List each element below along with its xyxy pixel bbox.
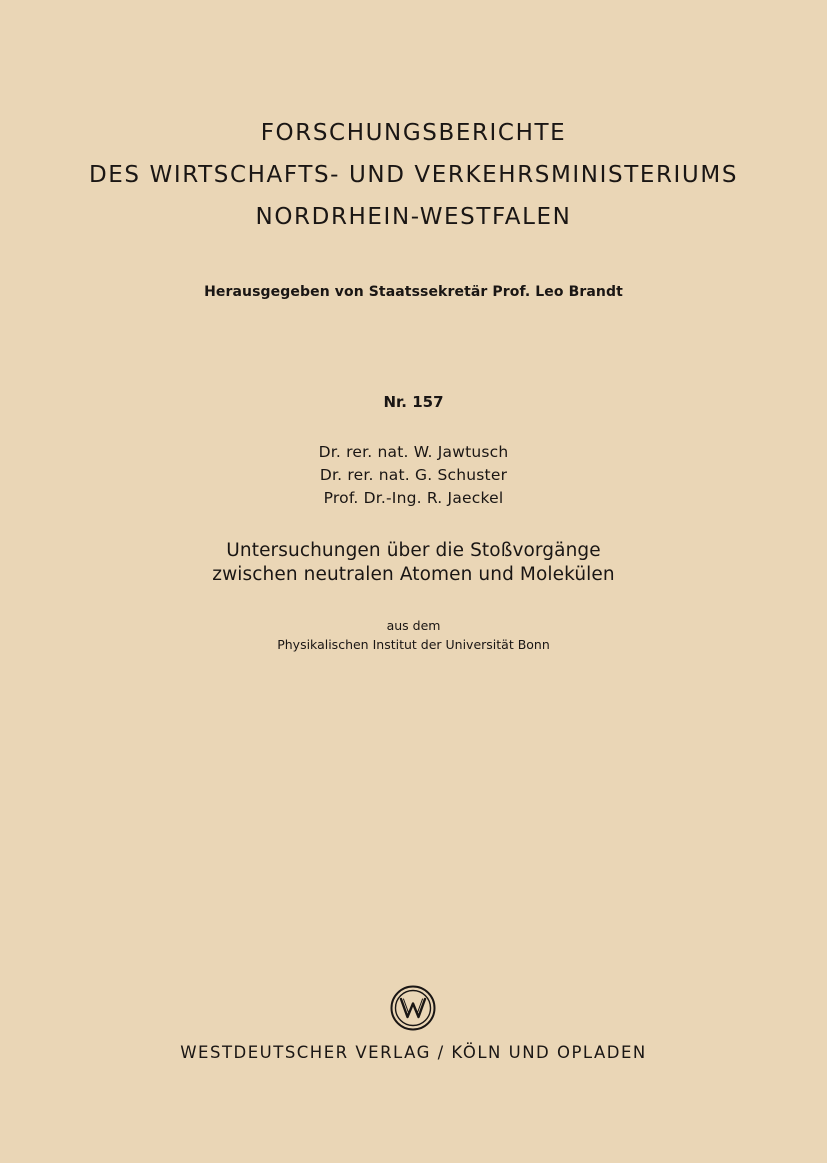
origin-institute: Physikalischen Institut der Universität Bonn — [277, 637, 550, 652]
editor-credit: Herausgegeben von Staatssekretär Prof. Leo Brandt — [204, 284, 623, 300]
westdeutscher-verlag-w-logo-icon — [389, 984, 437, 1032]
author-1: Dr. rer. nat. W. Jawtusch — [318, 443, 509, 461]
author-2: Dr. rer. nat. G. Schuster — [319, 466, 508, 484]
publisher-name: WESTDEUTSCHER VERLAG / KÖLN UND OPLADEN — [180, 1043, 647, 1062]
report-title-line-2: zwischen neutralen Atomen und Molekülen — [212, 564, 615, 585]
report-number: Nr. 157 — [383, 393, 444, 411]
series-title-line-1: FORSCHUNGSBERICHTE — [260, 120, 567, 146]
series-title-line-2: DES WIRTSCHAFTS- UND VERKEHRSMINISTERIUMS — [88, 162, 739, 188]
report-title-line-1: Untersuchungen über die Stoßvorgänge — [226, 540, 601, 561]
series-title-line-3: NORDRHEIN-WESTFALEN — [255, 204, 572, 230]
origin-line-1: aus dem — [386, 618, 441, 633]
author-3: Prof. Dr.-Ing. R. Jaeckel — [323, 489, 504, 507]
